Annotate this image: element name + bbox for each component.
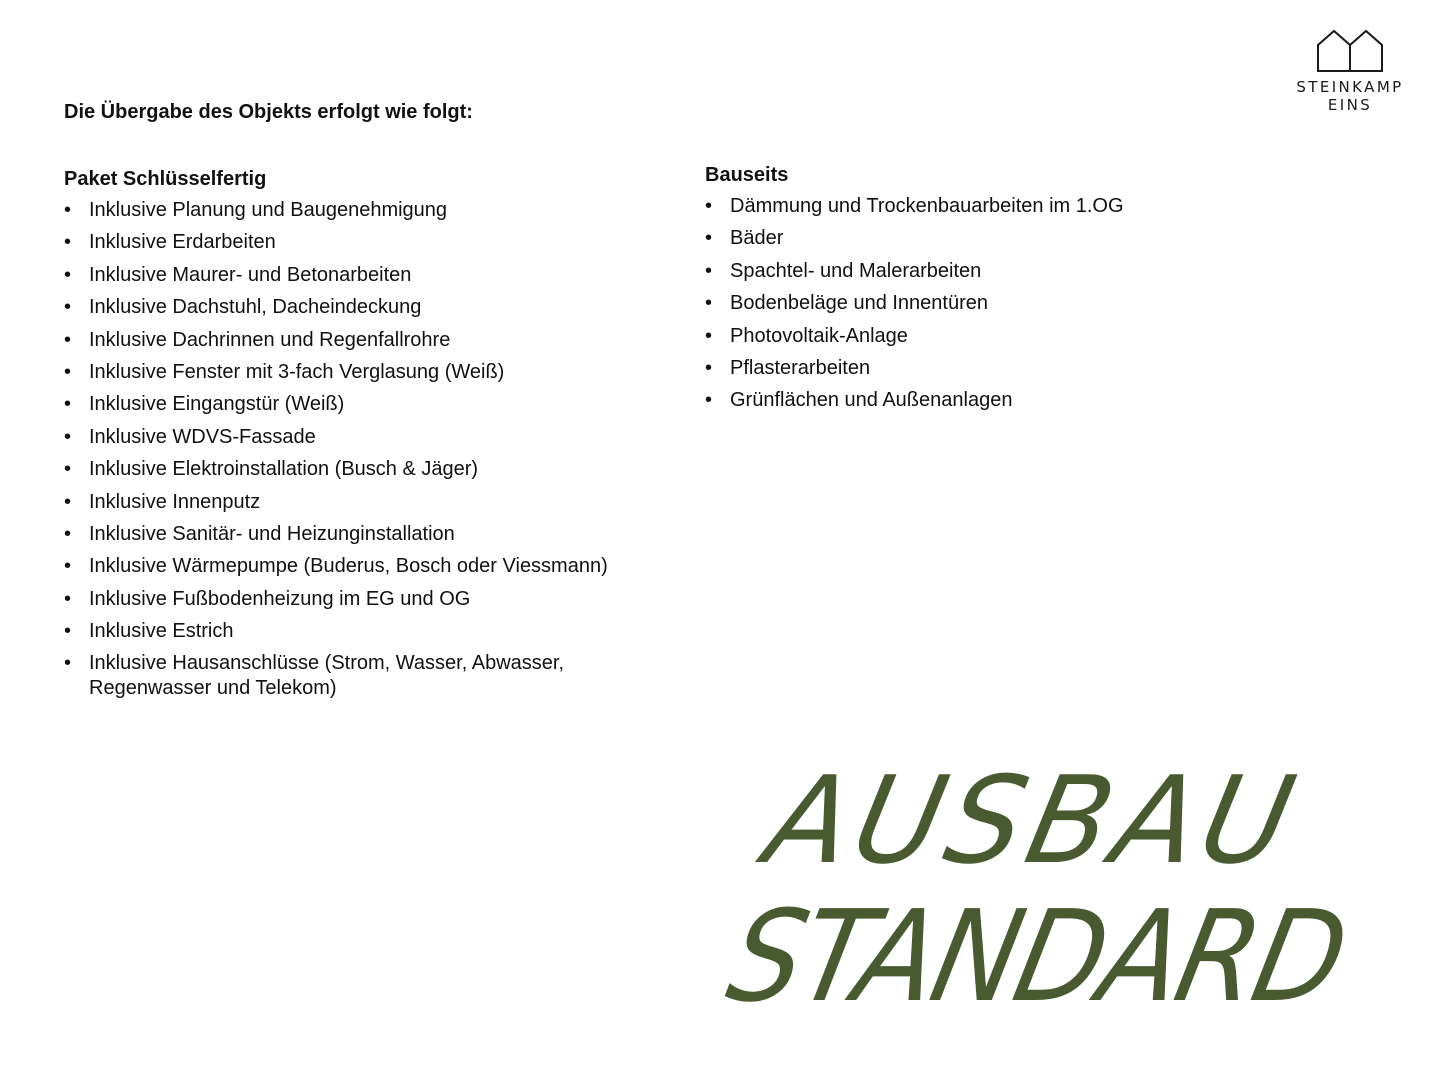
bullet-icon: • — [64, 360, 72, 383]
bullet-icon: • — [64, 620, 72, 643]
bullet-icon: • — [705, 227, 713, 250]
list-item-text: Inklusive Sanitär- und Heizunginstallation — [89, 522, 455, 545]
list-item — [64, 651, 664, 701]
bullet-icon: • — [64, 425, 72, 448]
list-item-text: Photovoltaik-Anlage — [730, 324, 908, 347]
bullet-icon: • — [705, 324, 713, 347]
list-item — [64, 230, 664, 255]
brand-name-line1: STEINKAMP — [1296, 78, 1404, 96]
bullet-icon: • — [64, 199, 72, 221]
list-item-text: Bäder — [730, 227, 784, 250]
title-art-line2: STANDARD — [716, 883, 1358, 1030]
list-item-text: Inklusive Planung und Baugenehmigung — [89, 199, 448, 221]
bullet-icon: • — [705, 259, 713, 282]
title-art-line1: AUSBAU — [755, 749, 1312, 891]
list-item — [64, 619, 664, 644]
list-item — [705, 194, 1305, 219]
bullet-icon: • — [64, 522, 72, 545]
list-item-text: Pflasterarbeiten — [730, 356, 871, 379]
bullet-icon: • — [64, 587, 72, 610]
bullet-icon: • — [64, 296, 72, 319]
bullet-icon: • — [64, 490, 72, 513]
list-item-text: Inklusive Hausanschlüsse (Strom, Wasser, Abwasser, Regenwasser und Telekom) — [89, 652, 564, 700]
list-item — [64, 457, 664, 482]
brand-logo — [1282, 28, 1418, 114]
list-item-text: Inklusive Maurer- und Betonarbeiten — [89, 263, 412, 286]
owner-work-list — [705, 194, 1305, 413]
two-houses-icon — [1315, 28, 1385, 72]
list-item-text: Inklusive Eingangstür (Weiß) — [89, 393, 345, 416]
list-item — [705, 388, 1305, 413]
bullet-icon: • — [64, 555, 72, 578]
list-item-text: Inklusive Elektroinstallation (Busch & Jäger) — [89, 458, 479, 481]
list-item — [705, 226, 1305, 251]
list-item — [705, 324, 1305, 349]
list-item — [64, 587, 664, 612]
intro-heading: Die Übergabe des Objekts erfolgt wie folgt: — [64, 101, 473, 123]
bullet-icon: • — [64, 231, 72, 254]
ausbau-standard-title — [716, 745, 1400, 1045]
list-item — [64, 198, 664, 223]
list-item-text: Inklusive Wärmepumpe (Buderus, Bosch oder Viessmann) — [89, 555, 608, 578]
bullet-icon: • — [705, 292, 713, 315]
owner-work-heading: Bauseits — [705, 164, 789, 186]
bullet-icon: • — [64, 263, 72, 286]
list-item — [64, 295, 664, 320]
package-turnkey-heading: Paket Schlüsselfertig — [64, 168, 267, 190]
list-item-text: Inklusive Innenputz — [89, 490, 261, 513]
list-item — [64, 360, 664, 385]
package-turnkey-section — [64, 166, 664, 709]
list-item — [64, 392, 664, 417]
bullet-icon: • — [64, 458, 72, 481]
bullet-icon: • — [64, 652, 72, 675]
list-item — [64, 554, 664, 579]
list-item-text: Inklusive WDVS-Fassade — [89, 425, 316, 448]
list-item-text: Spachtel- und Malerarbeiten — [730, 259, 982, 282]
bullet-icon: • — [64, 393, 72, 416]
list-item — [64, 522, 664, 547]
list-item — [705, 356, 1305, 381]
list-item-text: Inklusive Dachrinnen und Regenfallrohre — [89, 328, 451, 351]
list-item-text: Inklusive Dachstuhl, Dacheindeckung — [89, 296, 422, 319]
list-item-text: Grünflächen und Außenanlagen — [730, 389, 1013, 412]
package-turnkey-list — [64, 198, 664, 701]
brand-name-line2: EINS — [1327, 96, 1373, 114]
list-item — [64, 425, 664, 450]
bullet-icon: • — [705, 356, 713, 379]
list-item-text: Inklusive Estrich — [89, 620, 234, 643]
bullet-icon: • — [705, 195, 713, 217]
list-item — [705, 259, 1305, 284]
list-item-text: Inklusive Erdarbeiten — [89, 231, 276, 254]
list-item-text: Bodenbeläge und Innentüren — [730, 292, 989, 315]
list-item — [64, 490, 664, 515]
list-item-text: Inklusive Fußbodenheizung im EG und OG — [89, 587, 471, 610]
list-item — [64, 328, 664, 353]
list-item-text: Dämmung und Trockenbauarbeiten im 1.OG — [730, 195, 1124, 217]
list-item — [705, 291, 1305, 316]
bullet-icon: • — [705, 389, 713, 412]
list-item-text: Inklusive Fenster mit 3-fach Verglasung (Weiß) — [89, 360, 505, 383]
owner-work-section — [705, 162, 1305, 421]
list-item — [64, 263, 664, 288]
bullet-icon: • — [64, 328, 72, 351]
